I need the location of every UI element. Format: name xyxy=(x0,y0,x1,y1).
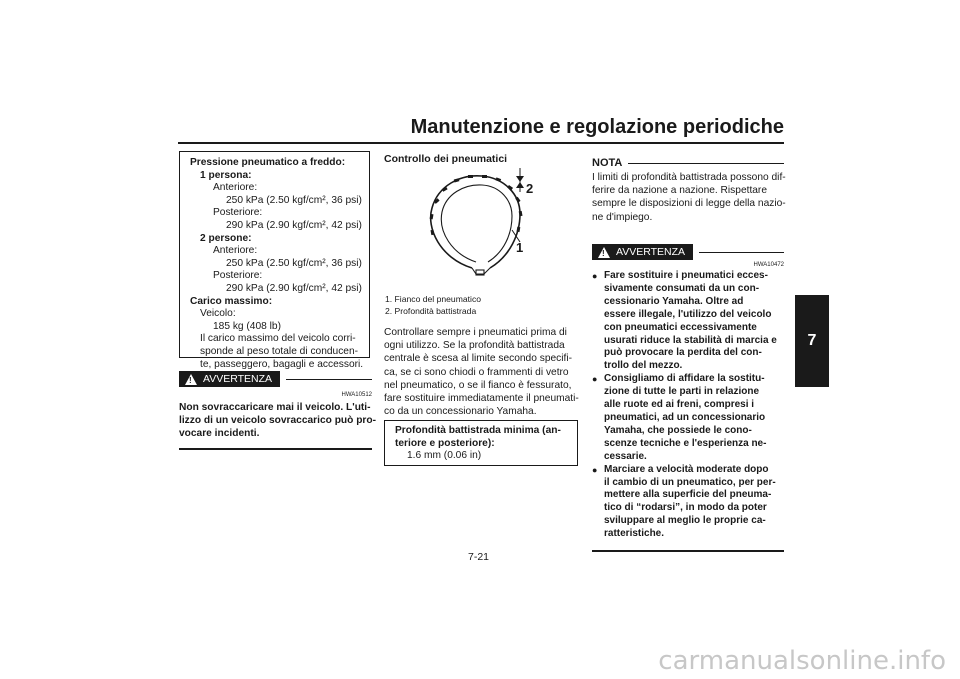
watermark: carmanualsonline.info xyxy=(658,646,946,676)
two-persons-label: 2 persone: xyxy=(200,232,252,244)
nota-section xyxy=(592,157,784,224)
warning-header xyxy=(592,244,784,260)
p2-front-value: 250 kPa (2.50 kgf/cm², 36 psi) xyxy=(226,257,362,269)
warning-overload xyxy=(179,371,376,450)
p2-rear-label: Posteriore: xyxy=(213,270,263,282)
warning-line: Non sovraccaricare mai il veicolo. L'uti- xyxy=(179,402,371,413)
body-line: Controllare sempre i pneumatici prima di xyxy=(384,327,567,338)
vehicle-value: 185 kg (408 lb) xyxy=(213,320,281,332)
warning-bullet-item xyxy=(592,270,784,373)
min-tread-depth-box xyxy=(384,420,578,466)
p1-rear-label: Posteriore: xyxy=(213,207,263,219)
bullet-line: mettere alla superficie del pneuma- xyxy=(604,489,772,501)
nota-line: I limiti di profondità battistrada possono dif- xyxy=(592,172,786,183)
warning-badge xyxy=(179,371,280,387)
bullet-line: il cambio di un pneumatico, per per- xyxy=(604,476,776,488)
body-line: centrale è scesa al limite secondo specifi- xyxy=(384,353,572,365)
max-load-label: Carico massimo: xyxy=(190,295,273,307)
bullet-line: ● Marciare a velocità moderate dopo xyxy=(604,463,769,475)
warning-badge xyxy=(592,244,693,260)
nota-header xyxy=(592,157,784,169)
body-line: nel pneumatico, o se il fianco è fessurato, xyxy=(384,379,572,391)
bullet-line: sivamente consumati da un con- xyxy=(604,282,760,294)
tyre-pressure-box xyxy=(179,151,370,370)
chapter-tab: 7 xyxy=(795,295,829,387)
warning-label: AVVERTENZA xyxy=(616,246,686,258)
p1-rear-value: 290 kPa (2.90 kgf/cm², 42 psi) xyxy=(226,219,362,231)
body-line: ca, se ci sono chiodi o frammenti di vetro xyxy=(384,366,569,378)
bullet-line: tico di “rodarsi”, in modo da poter xyxy=(604,502,767,514)
p2-rear-value: 290 kPa (2.90 kgf/cm², 42 psi) xyxy=(226,282,362,294)
warning-triangle-icon: ! xyxy=(185,374,197,385)
depth-value: 1.6 mm (0.06 in) xyxy=(407,450,482,462)
caption-sidewall: 1. Fianco del pneumatico xyxy=(385,294,482,304)
warning-tyre-replacement xyxy=(592,244,784,552)
p2-front-label: Anteriore: xyxy=(213,245,258,257)
bullet-line: zione di tutte le parti in relazione xyxy=(604,386,760,398)
page-title: Manutenzione e regolazione periodiche xyxy=(410,116,784,138)
nota-text xyxy=(592,171,784,224)
load-note-line: sponde al peso totale di conducen- xyxy=(200,345,359,357)
bullet-line: pneumatici, ad un concessionario xyxy=(604,411,766,423)
header-rule xyxy=(178,142,784,144)
bullet-line: cessarie. xyxy=(604,450,647,462)
vehicle-label: Veicolo: xyxy=(200,308,236,320)
warning-header xyxy=(179,371,372,387)
warning-line: lizzo di un veicolo sovraccarico può pro- xyxy=(179,415,376,426)
load-note-line: te, passeggero, bagagli e accessori. xyxy=(200,358,364,370)
warning-code: HWA10512 xyxy=(341,392,372,398)
tyre-check-body xyxy=(384,326,578,418)
p1-front-label: Anteriore: xyxy=(213,182,258,194)
bullet-line: Yamaha, che possiede le cono- xyxy=(604,424,752,436)
warning-bullet-item xyxy=(592,373,784,463)
bullet-line: ● Consigliamo di affidare la sostitu- xyxy=(604,373,765,385)
one-person-label: 1 persona: xyxy=(200,169,252,181)
bullet-line: sviluppare al meglio le proprie ca- xyxy=(604,515,766,527)
nota-rule xyxy=(628,163,784,164)
bullet-line: usurati riduce la stabilità di marcia e xyxy=(604,334,777,346)
warning-end-rule xyxy=(179,448,372,450)
callout-2: 2 xyxy=(526,181,534,196)
bullet-line: con pneumatici eccessivamente xyxy=(604,321,757,333)
callout-1: 1 xyxy=(516,240,524,255)
nota-line: sempre le disposizioni di legge della nazio- xyxy=(592,198,786,210)
warning-bullets xyxy=(592,270,784,541)
bullet-line: essere illegale, l'utilizzo del veicolo xyxy=(604,308,772,320)
warning-triangle-icon: ! xyxy=(598,247,610,258)
pressure-heading: Pressione pneumatico a freddo: xyxy=(190,157,346,168)
body-line: fare sostituire immediatamente il pneumati- xyxy=(384,393,579,405)
nota-line: ferire da nazione a nazione. Rispettare xyxy=(592,185,767,197)
depth-heading-line: teriore e posteriore): xyxy=(395,437,495,449)
warning-rule xyxy=(286,379,372,380)
warning-end-rule xyxy=(592,550,784,552)
nota-label: NOTA xyxy=(592,157,623,169)
warning-line: vocare incidenti. xyxy=(179,428,260,439)
bullet-line: ● Fare sostituire i pneumatici ecces- xyxy=(604,270,768,281)
body-line: co da un concessionario Yamaha. xyxy=(384,406,537,418)
tyre-cross-section-illustration xyxy=(420,166,540,282)
bullet-line: trollo del mezzo. xyxy=(604,360,683,372)
bullet-line: ratteristiche. xyxy=(604,528,665,540)
bullet-line: cessionario Yamaha. Oltre ad xyxy=(604,295,744,307)
p1-front-value: 250 kPa (2.50 kgf/cm², 36 psi) xyxy=(226,194,362,206)
nota-line: ne d'impiego. xyxy=(592,211,653,223)
warning-rule xyxy=(699,252,784,253)
load-note-line: Il carico massimo del veicolo corri- xyxy=(200,333,356,345)
bullet-line: scenze tecniche e l'esperienza ne- xyxy=(604,437,767,449)
caption-tread-depth: 2. Profondità battistrada xyxy=(385,305,477,316)
tyre-check-heading: Controllo dei pneumatici xyxy=(384,153,508,165)
warning-text xyxy=(179,401,376,440)
bullet-line: può provocare la perdita del con- xyxy=(604,347,762,359)
figure-captions xyxy=(385,294,481,317)
body-line: ogni utilizzo. Se la profondità battistrada xyxy=(384,340,565,352)
page-number: 7-21 xyxy=(468,551,490,563)
bullet-line: alle ruote ed ai freni, compresi i xyxy=(604,399,755,411)
depth-heading-line: Profondità battistrada minima (an- xyxy=(395,425,561,436)
warning-label: AVVERTENZA xyxy=(203,373,273,385)
warning-bullet-item xyxy=(592,464,784,541)
warning-code: HWA10472 xyxy=(753,262,784,268)
